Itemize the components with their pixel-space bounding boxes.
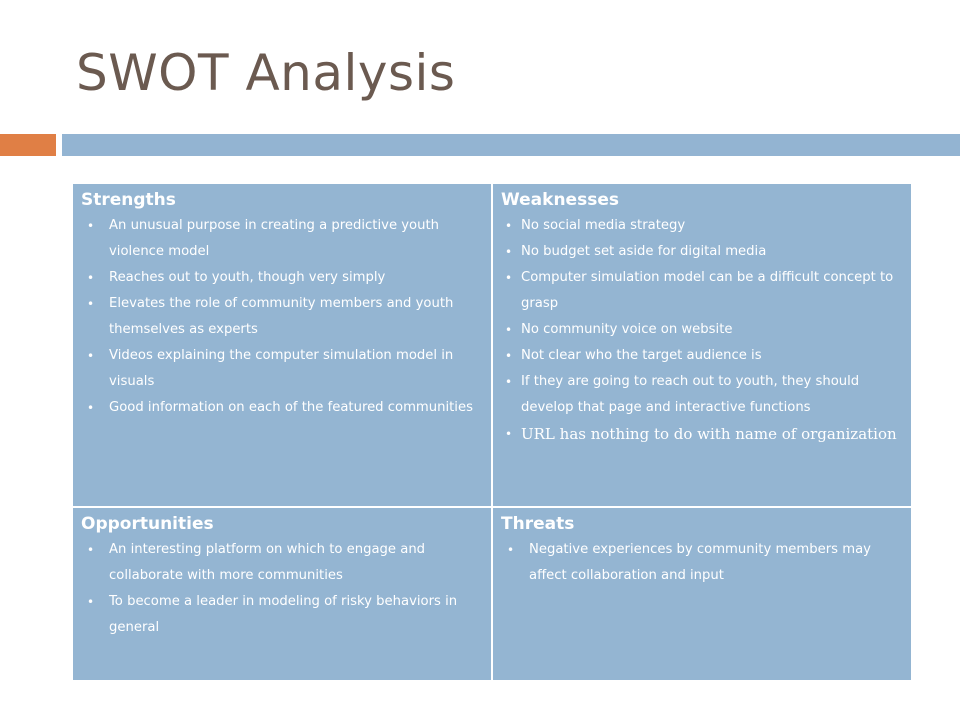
bullet-icon: • [87, 219, 95, 233]
bullet-icon: • [87, 401, 95, 415]
list-item: • Good information on each of the featured communities [81, 395, 481, 421]
list-item: • If they are going to reach out to youth, they should develop that page and interactive functions [501, 369, 901, 421]
list-item: • Elevates the role of community members and youth themselves as experts [81, 291, 481, 343]
bullet-icon: • [505, 375, 513, 389]
list-item: • Videos explaining the computer simulation model in visuals [81, 343, 481, 395]
bullet-icon: • [505, 245, 513, 259]
list-item: • Reaches out to youth, though very simply [81, 265, 481, 291]
list-item: • No community voice on website [501, 317, 901, 343]
bullet-icon: • [87, 297, 95, 311]
opportunities-list [81, 537, 481, 641]
strengths-heading: Strengths [81, 190, 176, 210]
list-item: • No social media strategy [501, 213, 901, 239]
bullet-icon: • [87, 271, 95, 285]
weaknesses-heading: Weaknesses [501, 190, 619, 210]
list-item: • An interesting platform on which to engage and collaborate with more communities [81, 537, 481, 589]
list-item: • Negative experiences by community members may affect collaboration and input [501, 537, 901, 589]
swot-table [72, 183, 912, 681]
list-item: • To become a leader in modeling of risky behaviors in general [81, 589, 481, 641]
list-item: • Not clear who the target audience is [501, 343, 901, 369]
threats-cell [492, 507, 912, 681]
bullet-icon: • [505, 349, 513, 363]
list-item: • No budget set aside for digital media [501, 239, 901, 265]
weaknesses-list [501, 213, 901, 447]
bullet-icon: • [507, 543, 515, 557]
strengths-list [81, 213, 481, 421]
bullet-icon: • [505, 219, 513, 233]
bullet-icon: • [87, 349, 95, 363]
weaknesses-cell [492, 183, 912, 507]
bullet-icon: • [87, 595, 95, 609]
list-item: • An unusual purpose in creating a predictive youth violence model [81, 213, 481, 265]
threats-heading: Threats [501, 514, 575, 534]
list-item: • URL has nothing to do with name of organization [501, 421, 901, 447]
bullet-icon: • [505, 271, 513, 285]
list-item: • Computer simulation model can be a difficult concept to grasp [501, 265, 901, 317]
bullet-icon: • [505, 323, 513, 337]
strengths-cell [72, 183, 492, 507]
opportunities-cell [72, 507, 492, 681]
slide-title: SWOT Analysis [76, 44, 456, 102]
accent-bar-orange [0, 134, 56, 156]
threats-list [501, 537, 901, 589]
accent-bar-blue [62, 134, 960, 156]
bullet-icon: • [505, 427, 513, 441]
bullet-icon: • [87, 543, 95, 557]
opportunities-heading: Opportunities [81, 514, 214, 534]
